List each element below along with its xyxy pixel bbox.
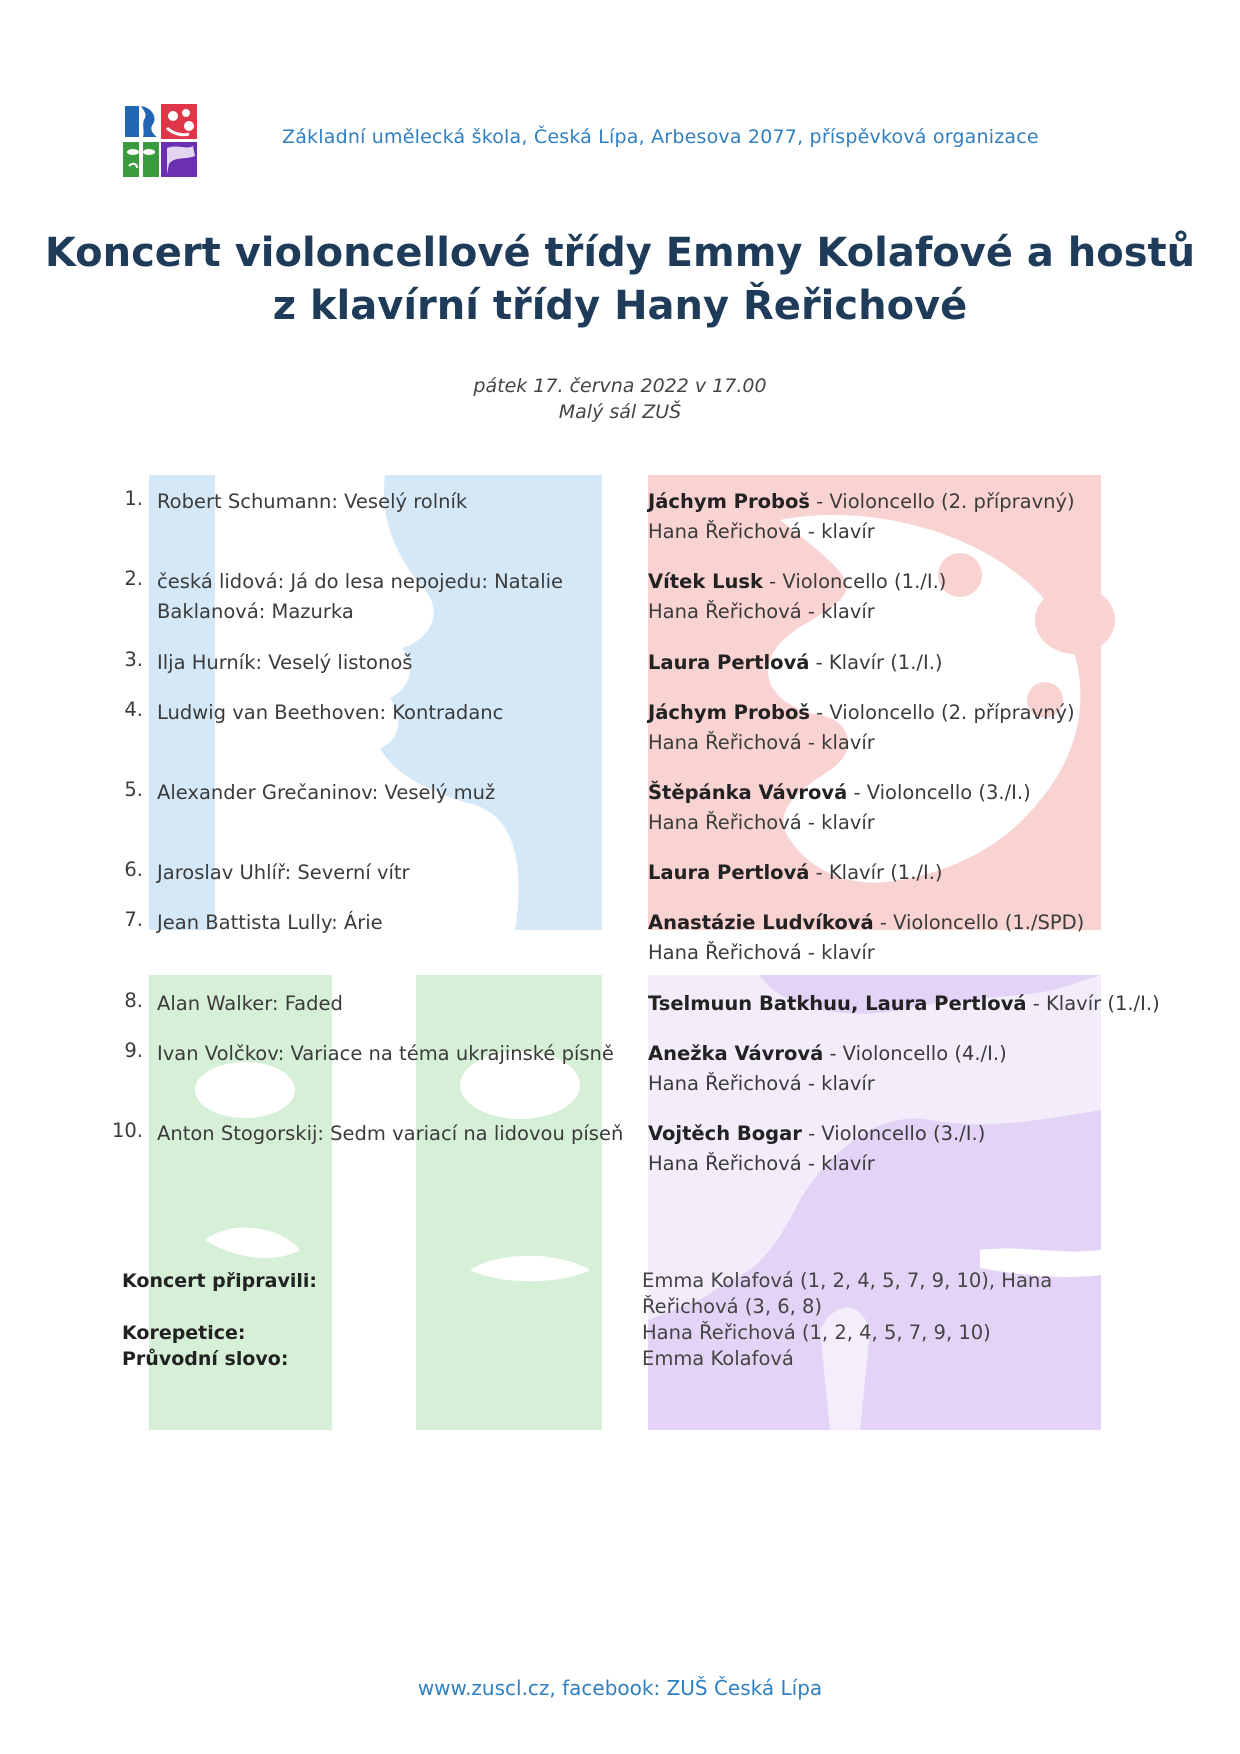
performer-name: Jáchym Proboš [648, 490, 810, 513]
accompanist: Hana Řeřichová - klavír [648, 600, 875, 623]
item-number: 6. [124, 858, 143, 881]
accompanist: Hana Řeřichová - klavír [648, 731, 875, 754]
piece-title: česká lidová: Já do lesa nepojedu: Natalie Baklanová: Mazurka [157, 570, 564, 623]
performer-name: Jáchym Proboš [648, 701, 810, 724]
performer-block [648, 698, 1148, 758]
performer-name: Laura Pertlová [648, 861, 810, 884]
item-number: 3. [124, 648, 143, 671]
performer-instrument: - Klavír (1./I.) [1026, 992, 1160, 1015]
piece-title: Ilja Hurník: Veselý listonoš [157, 651, 413, 674]
performer-name: Štěpánka Vávrová [648, 781, 848, 804]
item-number: 8. [124, 989, 143, 1012]
item-number: 5. [124, 778, 143, 801]
accompanist: Hana Řeřichová - klavír [648, 1152, 875, 1175]
school-name: Základní umělecká škola, Česká Lípa, Arbesova 2077, příspěvková organizace [282, 126, 1039, 148]
item-number: 10. [111, 1119, 143, 1142]
event-venue: Malý sál ZUŠ [558, 401, 682, 423]
accompaniment-value: Hana Řeřichová (1, 2, 4, 5, 7, 9, 10) [642, 1321, 991, 1344]
prepared-label: Koncert připravili: [122, 1270, 317, 1292]
prepared-value: Emma Kolafová (1, 2, 4, 5, 7, 9, 10), Hana Řeřichová (3, 6, 8) [642, 1269, 1053, 1318]
performer-name: Vojtěch Bogar [648, 1122, 802, 1145]
item-number: 9. [124, 1039, 143, 1062]
accompanist: Hana Řeřichová - klavír [648, 941, 875, 964]
performer-instrument: - Klavír (1./I.) [809, 861, 943, 884]
accompanist: Hana Řeřichová - klavír [648, 520, 875, 543]
accompanist: Hana Řeřichová - klavír [648, 811, 875, 834]
piece-title: Anton Stogorskij: Sedm variací na lidovou píseň [157, 1122, 624, 1145]
performer-instrument: - Violoncello (2. přípravný) [809, 490, 1075, 513]
performer-block [648, 567, 1148, 627]
page-title-line2: z klavírní třídy Hany Řeřichové [272, 283, 968, 329]
performer-block [648, 1039, 1148, 1099]
piece-title: Jaroslav Uhlíř: Severní vítr [157, 861, 410, 884]
speech-value: Emma Kolafová [642, 1347, 794, 1370]
performer-instrument: - Violoncello (3./I.) [801, 1122, 986, 1145]
piece-title: Jean Battista Lully: Árie [157, 911, 383, 934]
piece-title: Ivan Volčkov: Variace na téma ukrajinské písně [157, 1042, 614, 1065]
piece-title: Ludwig van Beethoven: Kontradanc [157, 701, 504, 724]
performer-block [648, 908, 1148, 968]
performer-name: Vítek Lusk [648, 570, 763, 593]
page-title-line1: Koncert violoncellové třídy Emmy Kolafové a hostů [44, 230, 1196, 276]
performer-name: Tselmuun Batkhuu, Laura Pertlová [648, 992, 1027, 1015]
performer-name: Anežka Vávrová [648, 1042, 824, 1065]
event-date: pátek 17. června 2022 v 17.00 [473, 375, 767, 397]
performer-block [648, 858, 1148, 888]
performer-instrument: - Klavír (1./I.) [809, 651, 943, 674]
performer-instrument: - Violoncello (3./I.) [847, 781, 1031, 804]
performer-name: Laura Pertlová [648, 651, 810, 674]
performer-block [648, 989, 1160, 1019]
performer-block [648, 487, 1148, 547]
credits-values [642, 1268, 1082, 1372]
credits-labels [122, 1268, 317, 1372]
item-number: 1. [124, 487, 143, 510]
performer-instrument: - Violoncello (2. přípravný) [809, 701, 1075, 724]
piece-title: Alexander Grečaninov: Veselý muž [157, 781, 496, 804]
accompaniment-label: Korepetice: [122, 1322, 246, 1344]
piece-title: Robert Schumann: Veselý rolník [157, 490, 468, 513]
performer-block [648, 648, 1148, 678]
accompanist: Hana Řeřichová - klavír [648, 1072, 875, 1095]
footer-web-link[interactable]: www.zuscl.cz, facebook: ZUŠ Česká Lípa [417, 1676, 823, 1700]
item-number: 2. [124, 567, 143, 590]
performer-instrument: - Violoncello (4./I.) [823, 1042, 1007, 1065]
piece-title: Alan Walker: Faded [157, 992, 343, 1015]
performer-instrument: - Violoncello (1./SPD) [873, 911, 1085, 934]
speech-label: Průvodní slovo: [122, 1348, 289, 1370]
performer-block [648, 1119, 1148, 1179]
performer-block [648, 778, 1148, 838]
performer-name: Anastázie Ludvíková [648, 911, 874, 934]
item-number: 4. [124, 698, 143, 721]
school-logo [123, 104, 199, 178]
performer-instrument: - Violoncello (1./I.) [762, 570, 947, 593]
item-number: 7. [124, 908, 143, 931]
